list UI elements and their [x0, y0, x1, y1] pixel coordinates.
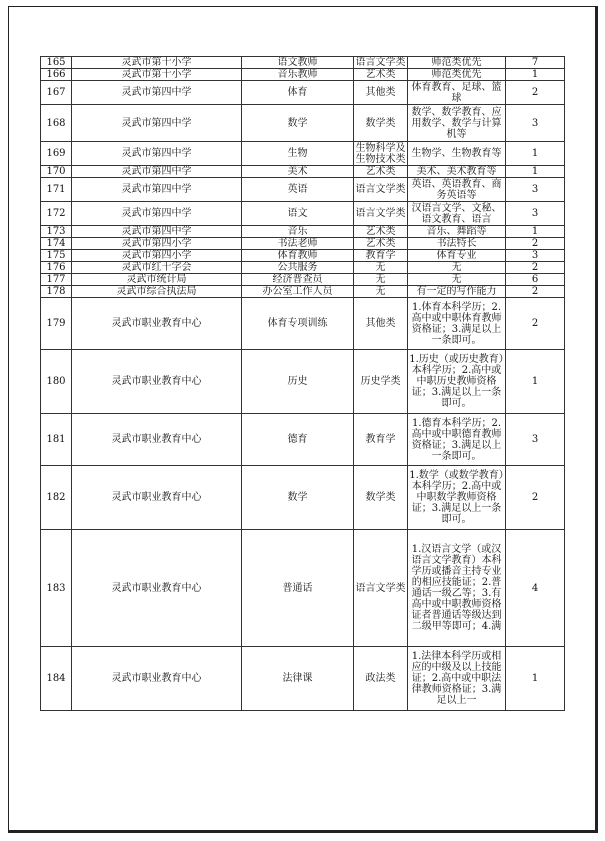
table-row: [41, 81, 565, 105]
cell-no: 169: [41, 142, 72, 166]
cell-post: 体育: [242, 81, 354, 105]
cell-requirement: 1.德育本科学历；2.高中或中职德育教师资格证；3.满足以上一条即可。: [408, 414, 506, 466]
cell-category: 艺术类: [354, 166, 408, 178]
cell-no: 178: [41, 286, 72, 298]
cell-no: 175: [41, 250, 72, 262]
cell-count: 6: [506, 274, 565, 286]
cell-requirement: 1.体育本科学历；2.高中或中职体育教师资格证；3.满足以上一条即可。: [408, 298, 506, 350]
cell-unit: 灵武市职业教育中心: [72, 414, 242, 466]
cell-count: 2: [506, 298, 565, 350]
cell-post: 普通话: [242, 530, 354, 647]
cell-post: 历史: [242, 350, 354, 414]
cell-unit: 灵武市红十字会: [72, 262, 242, 274]
table-row: [41, 202, 565, 226]
cell-unit: 灵武市职业教育中心: [72, 466, 242, 530]
cell-category: 其他类: [354, 81, 408, 105]
cell-category: 历史学类: [354, 350, 408, 414]
cell-requirement: 有一定的写作能力: [408, 286, 506, 298]
cell-no: 168: [41, 105, 72, 142]
cell-category: 艺术类: [354, 238, 408, 250]
cell-category: 数学类: [354, 105, 408, 142]
cell-category: 其他类: [354, 298, 408, 350]
cell-requirement: 汉语言文学、文秘、语文教育、语言: [408, 202, 506, 226]
table-row: [41, 414, 565, 466]
cell-count: 2: [506, 286, 565, 298]
cell-count: 2: [506, 81, 565, 105]
cell-requirement: 师范类优先: [408, 69, 506, 81]
cell-category: 数学类: [354, 466, 408, 530]
cell-no: 172: [41, 202, 72, 226]
table-row: [41, 178, 565, 202]
cell-category: 教育学: [354, 414, 408, 466]
cell-requirement: 英语、英语教育、商务英语等: [408, 178, 506, 202]
cell-post: 数学: [242, 466, 354, 530]
cell-no: 170: [41, 166, 72, 178]
table-row: [41, 466, 565, 530]
cell-category: 语言文学类: [354, 202, 408, 226]
cell-unit: 灵武市综合执法局: [72, 286, 242, 298]
cell-unit: 灵武市第十小学: [72, 69, 242, 81]
cell-category: 政法类: [354, 647, 408, 711]
cell-requirement: 书法特长: [408, 238, 506, 250]
table-row: [41, 105, 565, 142]
cell-requirement: 体育教育、足球、篮球: [408, 81, 506, 105]
cell-unit: 灵武市第四中学: [72, 81, 242, 105]
cell-no: 182: [41, 466, 72, 530]
cell-no: 167: [41, 81, 72, 105]
cell-count: 2: [506, 466, 565, 530]
cell-count: 2: [506, 262, 565, 274]
cell-unit: 灵武市第四小学: [72, 250, 242, 262]
cell-requirement: 美术、美术教育等: [408, 166, 506, 178]
cell-post: 生物: [242, 142, 354, 166]
table-row: [41, 530, 565, 647]
cell-unit: 灵武市职业教育中心: [72, 350, 242, 414]
cell-requirement: 生物学、生物教育等: [408, 142, 506, 166]
cell-unit: 灵武市第十小学: [72, 57, 242, 69]
cell-post: 语文: [242, 202, 354, 226]
cell-no: 176: [41, 262, 72, 274]
cell-category: 艺术类: [354, 226, 408, 238]
cell-count: 1: [506, 166, 565, 178]
cell-post: 书法老师: [242, 238, 354, 250]
cell-unit: 灵武市统计局: [72, 274, 242, 286]
cell-count: 3: [506, 178, 565, 202]
cell-requirement: 1.法律本科学历或相应的中级及以上技能证；2.高中或中职法律教师资格证；3.满足以上一: [408, 647, 506, 711]
cell-count: 3: [506, 414, 565, 466]
cell-post: 语文教师: [242, 57, 354, 69]
cell-no: 173: [41, 226, 72, 238]
cell-requirement: 无: [408, 262, 506, 274]
cell-unit: 灵武市职业教育中心: [72, 647, 242, 711]
cell-count: 1: [506, 226, 565, 238]
cell-requirement: 1.历史（或历史教育）本科学历；2.高中或中职历史教师资格证；3.满足以上一条即可。: [408, 350, 506, 414]
cell-no: 177: [41, 274, 72, 286]
table-row: [41, 250, 565, 262]
cell-requirement: 师范类优先: [408, 57, 506, 69]
cell-count: 1: [506, 142, 565, 166]
table-row: [41, 238, 565, 250]
cell-count: 4: [506, 530, 565, 647]
cell-post: 办公室工作人员: [242, 286, 354, 298]
cell-requirement: 1.数学（或数学教育）本科学历；2.高中或中职数学教师资格证；3.满足以上一条即可。: [408, 466, 506, 530]
cell-count: 3: [506, 105, 565, 142]
cell-count: 1: [506, 69, 565, 81]
cell-unit: 灵武市第四中学: [72, 142, 242, 166]
table-row: [41, 142, 565, 166]
cell-no: 180: [41, 350, 72, 414]
cell-requirement: 体育专业: [408, 250, 506, 262]
cell-unit: 灵武市第四中学: [72, 166, 242, 178]
cell-unit: 灵武市第四中学: [72, 105, 242, 142]
cell-category: 无: [354, 274, 408, 286]
cell-no: 179: [41, 298, 72, 350]
cell-post: 德育: [242, 414, 354, 466]
table-row: [41, 69, 565, 81]
cell-category: 语言文学类: [355, 57, 406, 68]
cell-category: 无: [354, 262, 408, 274]
cell-count: 7: [506, 57, 565, 69]
cell-unit: 灵武市第四中学: [72, 202, 242, 226]
cell-post: 美术: [242, 166, 354, 178]
cell-category: 艺术类: [354, 69, 408, 81]
table-row: [41, 286, 565, 298]
table-row: [41, 274, 565, 286]
cell-no: 174: [41, 238, 72, 250]
cell-no: 184: [41, 647, 72, 711]
cell-post: 经济普查员: [242, 274, 354, 286]
cell-unit: 灵武市第四中学: [72, 226, 242, 238]
cell-requirement: 无: [408, 274, 506, 286]
table-row: [41, 298, 565, 350]
cell-unit: 灵武市第四小学: [72, 238, 242, 250]
cell-count: 1: [506, 350, 565, 414]
cell-post: 法律课: [242, 647, 354, 711]
cell-unit: 灵武市职业教育中心: [72, 298, 242, 350]
cell-unit: 灵武市职业教育中心: [72, 530, 242, 647]
cell-unit: 灵武市第四中学: [72, 178, 242, 202]
cell-post: 音乐教师: [242, 69, 354, 81]
table-row: [41, 226, 565, 238]
cell-category: 语言文学类: [354, 530, 408, 647]
cell-post: 体育教师: [242, 250, 354, 262]
table-row: [41, 350, 565, 414]
cell-post: 公共服务: [242, 262, 354, 274]
cell-requirement: 音乐、舞蹈等: [408, 226, 506, 238]
recruitment-table: [40, 56, 565, 711]
cell-category: 教育学: [354, 250, 408, 262]
cell-category: 无: [354, 286, 408, 298]
table-row: [41, 57, 565, 69]
cell-no: 181: [41, 414, 72, 466]
cell-requirement: 数学、数学教育、应用数学、数学与计算机等: [408, 105, 506, 142]
cell-no: 166: [41, 69, 72, 81]
cell-count: 3: [506, 202, 565, 226]
cell-count: 3: [506, 250, 565, 262]
cell-post: 体育专项训练: [242, 298, 354, 350]
cell-category: 生物科学及生物技术类: [355, 142, 406, 165]
table-row: [41, 166, 565, 178]
cell-post: 音乐: [242, 226, 354, 238]
cell-no: 165: [41, 57, 72, 69]
table-row: [41, 262, 565, 274]
cell-count: 1: [506, 647, 565, 711]
table-row: [41, 647, 565, 711]
cell-post: 英语: [242, 178, 354, 202]
cell-category: 语言文学类: [354, 178, 408, 202]
cell-no: 171: [41, 178, 72, 202]
cell-no: 183: [41, 530, 72, 647]
cell-requirement: 1.汉语言文学（或汉语言文学教育）本科学历或播音主持专业的相应技能证；2.普通话一级乙等；3.有高中或中职教师资格证者普通话等级达到二级甲等即可；4.满: [408, 530, 506, 647]
cell-count: 2: [506, 238, 565, 250]
cell-post: 数学: [242, 105, 354, 142]
